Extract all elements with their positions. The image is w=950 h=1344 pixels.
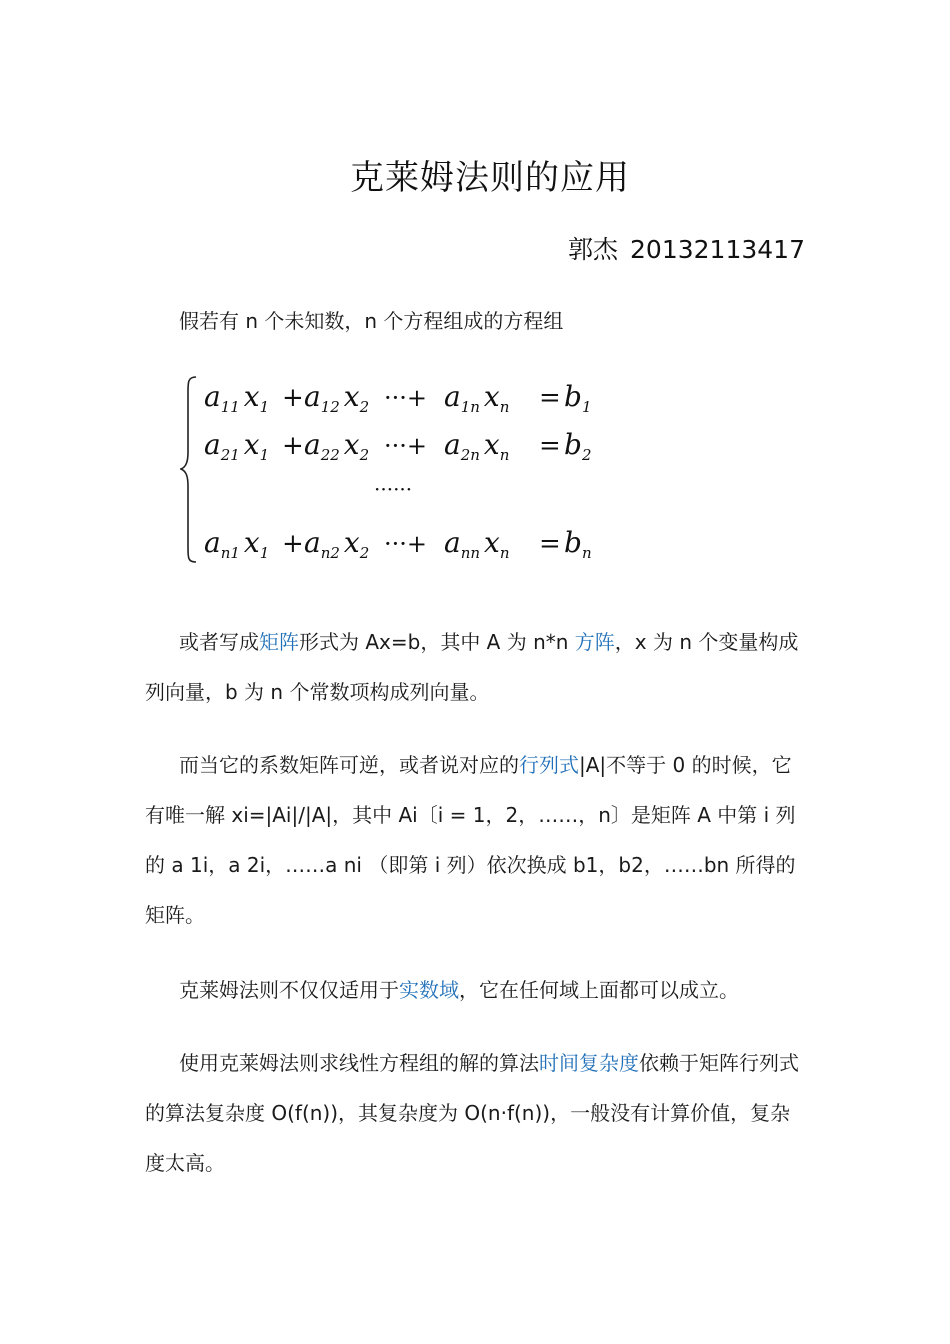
link-determinant[interactable]: 行列式 [519,753,579,777]
svg-text:=: = [539,431,561,461]
author-line [568,230,805,266]
coef-a11: a [204,380,221,413]
paragraph-matrix-form: 或者写成矩阵形式为 Ax=b，其中 A 为 n*n 方阵，x 为 n 个变量构成列向量，b 为 n 个常数项构成列向量。 [145,630,799,704]
paragraph-unique-solution: 而当它的系数矩阵可逆，或者说对应的行列式|A|不等于 0 的时候，它有唯一解 xi=|Ai|/|A|，其中 Ai〔i = 1，2，……，n〕是矩阵 A 中第 i 列的 a 1i，a 2i，……a ni （即第 i 列）依次换成 b1，b2，……bn 所得的矩阵。 [145,753,796,927]
svg-text:···+: ···+ [384,432,427,460]
svg-text:+: + [282,431,304,461]
author-id: 20132113417 [630,235,805,264]
svg-text:=: = [539,383,561,413]
svg-text:a21x1: $a_{21}$ $x_1$ [204,428,270,464]
equation-row-2 [204,428,591,464]
intro-paragraph: 假若有 n 个未知数，n 个方程组成的方程组 [179,309,564,333]
svg-text:an1x1: $a_{n1}$ $x_1$ [204,526,270,562]
svg-text:a11x1: $a_{11}$ $x_1$ [204,380,270,416]
svg-text:annxn: $a_{nn}$ $x_n$ [444,526,510,562]
svg-text:a2nxn: $a_{2n}$ $x_n$ [444,428,510,464]
link-square-matrix[interactable]: 方阵 [574,630,615,654]
link-matrix[interactable]: 矩阵 [259,630,299,654]
svg-text:b2: $b_2$ [564,428,592,464]
equation-row-1 [204,380,591,416]
svg-text:+: + [282,383,304,413]
svg-text:a22x2: $a_{22}$ $x_2$ [304,428,370,464]
svg-text:=: = [539,529,561,559]
svg-text:a1nxn: $a_{1n}$ $x_n$ [444,380,510,416]
link-real-field[interactable]: 实数域 [399,978,459,1002]
left-brace-icon [181,377,196,562]
equation-svg [180,372,610,567]
svg-text:bn: $b_n$ [564,526,592,562]
svg-text:b1: $b_1$ [564,380,592,416]
paragraph-any-field: 克莱姆法则不仅仅适用于实数域，它在任何域上面都可以成立。 [179,978,739,1002]
equation-row-n [204,526,592,562]
svg-text:···+: ···+ [384,384,427,412]
equation-dots: ······ [374,477,413,501]
svg-text:+: + [282,529,304,559]
link-time-complexity[interactable]: 时间复杂度 [539,1051,639,1075]
svg-text:a12x2: $a_{12}$ $x_2$ [304,380,370,416]
svg-text:an2x2: $a_{n2}$ $x_2$ [304,526,370,562]
paragraph-complexity: 使用克莱姆法则求线性方程组的解的算法时间复杂度依赖于矩阵行列式的算法复杂度 O(f(n))，其复杂度为 O(n·f(n))，一般没有计算价值，复杂度太高。 [145,1051,799,1175]
page-title: 克莱姆法则的应用 [350,158,630,198]
equation-system [180,372,610,567]
author-name: 郭杰 [568,235,619,264]
svg-text:···+: ···+ [384,530,427,558]
